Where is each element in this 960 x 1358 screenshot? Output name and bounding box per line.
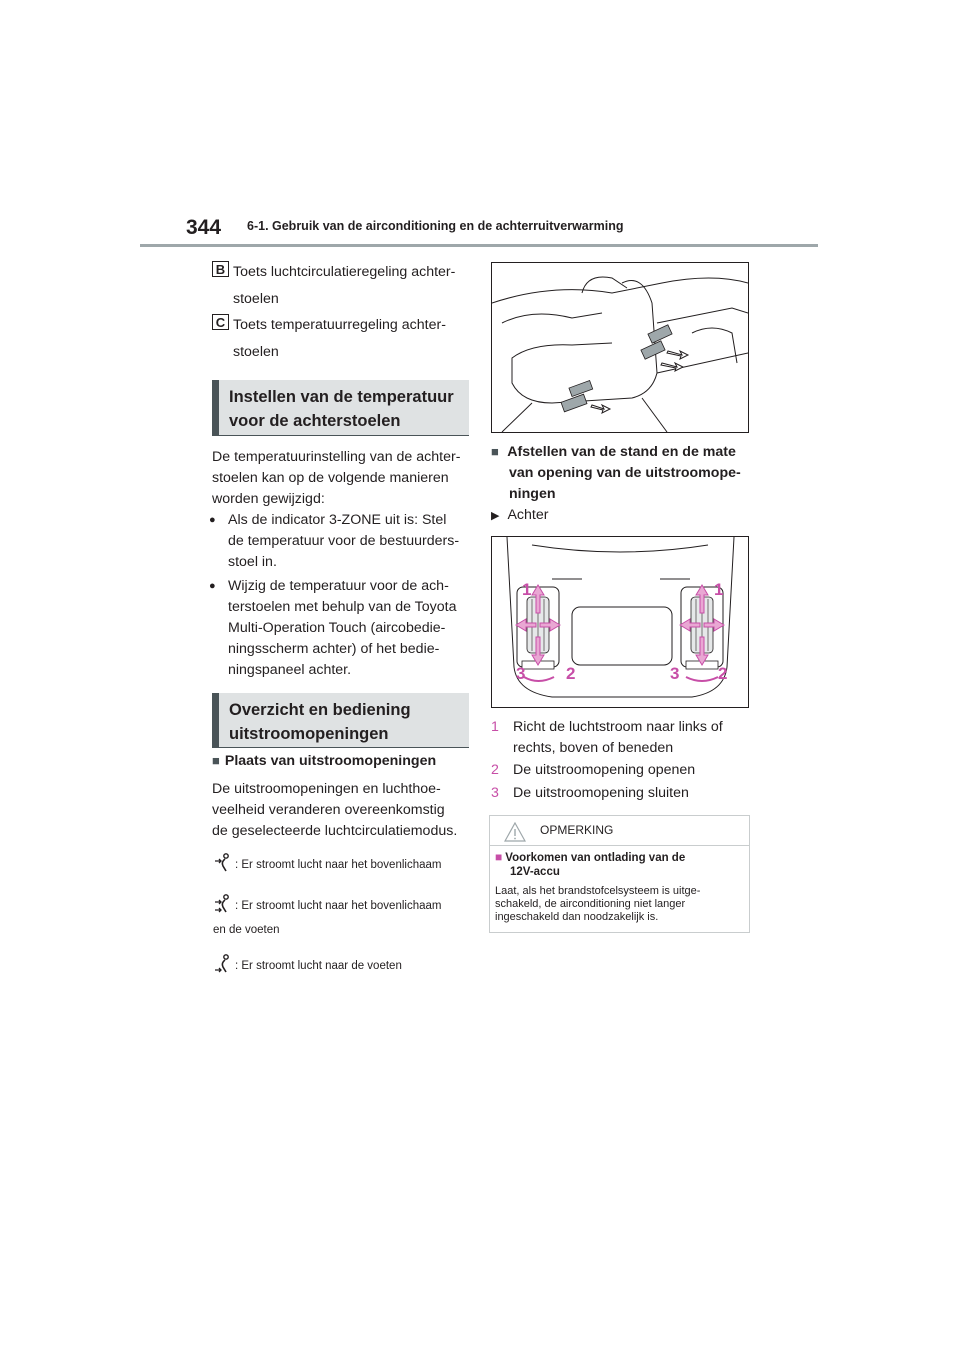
notice-title: OPMERKING (540, 823, 614, 837)
page-number: 344 (186, 216, 222, 239)
callout-2-right: 2 (718, 664, 728, 683)
callout-3-left: 3 (516, 664, 526, 683)
mode-face-feet: : Er stroomt lucht naar het bovenlichaam en de voeten (213, 894, 441, 938)
label-b: B (212, 261, 229, 277)
square-bullet-icon: ■ (495, 850, 503, 864)
label-c: C (212, 314, 229, 330)
callout-2-left: 2 (566, 664, 576, 683)
chapter-title: 6-1. Gebruik van de airconditioning en de achterruitverwarming (247, 219, 624, 233)
warning-icon (504, 822, 526, 842)
notice-box (489, 815, 750, 933)
triangle-right-icon: ▶ (491, 510, 500, 522)
airflow-feet-icon (213, 954, 233, 974)
notice-subtitle: ■ Voorkomen van ontlading van de 12V-accu (495, 850, 686, 878)
subheading-vent-location: ■ Plaats van uitstroomopeningen (212, 753, 436, 769)
mode-feet: : Er stroomt lucht naar de voeten (213, 954, 402, 974)
vent-paragraph: De uitstroomopeningen en luchthoe- veelheid veranderen overeenkomstig de geselecteerde luchtcirculatiemodus. (212, 781, 458, 839)
temperature-intro: De temperatuurinstelling van de achter- stoelen kan op de volgende manieren worden gewijzigd: (212, 449, 461, 507)
bullet-3zone: ● Als de indicator 3-ZONE uit is: Stel de temperatuur voor de bestuurders- stoel in. (228, 510, 459, 573)
bullet-rear-temp: ● Wijzig de temperatuur voor de ach- terstoelen met behulp van de Toyota Multi-Operation Touch (aircobedie- ningsscherm achter) of het bedie- ningspaneel achter. (228, 576, 456, 681)
notice-divider (490, 845, 749, 846)
rear-seat-drawing (492, 263, 748, 432)
callout-1-left: 1 (522, 580, 532, 599)
item-b-text: Toets luchtcirculatieregeling achter- stoelen (233, 264, 456, 307)
notice-body: Laat, als het brandstofcelsysteem is uitge- schakeld, de airconditioning niet langer ingeschakeld dan noodzakelijk is. (495, 885, 701, 923)
rear-seat-illustration (491, 262, 749, 433)
rear-label: ▶ Achter (491, 507, 549, 523)
rear-vents-diagram (491, 536, 749, 708)
section-heading-vents: Overzicht en bediening uitstroomopeningen (212, 693, 469, 748)
callout-1-right: 1 (714, 580, 724, 599)
rear-vents-drawing (492, 537, 748, 707)
list-item: 1 Richt de luchtstroom naar links of rechts, boven of beneden (491, 719, 723, 756)
subheading-adjust-vents: ■ Afstellen van de stand en de mate van opening van de uitstroomope- ningen (491, 441, 741, 505)
item-c-text: Toets temperatuurregeling achter- stoelen (233, 317, 446, 360)
header-divider (140, 244, 818, 247)
section-heading-temperature: Instellen van de temperatuur voor de achterstoelen (212, 380, 469, 436)
list-item: 2 De uitstroomopening openen (491, 762, 696, 778)
callout-3-right: 3 (670, 664, 680, 683)
airflow-face-icon (213, 853, 233, 873)
mode-face: : Er stroomt lucht naar het bovenlichaam (213, 853, 441, 873)
list-item: 3 De uitstroomopening sluiten (491, 785, 689, 801)
airflow-face-feet-icon (213, 894, 233, 914)
